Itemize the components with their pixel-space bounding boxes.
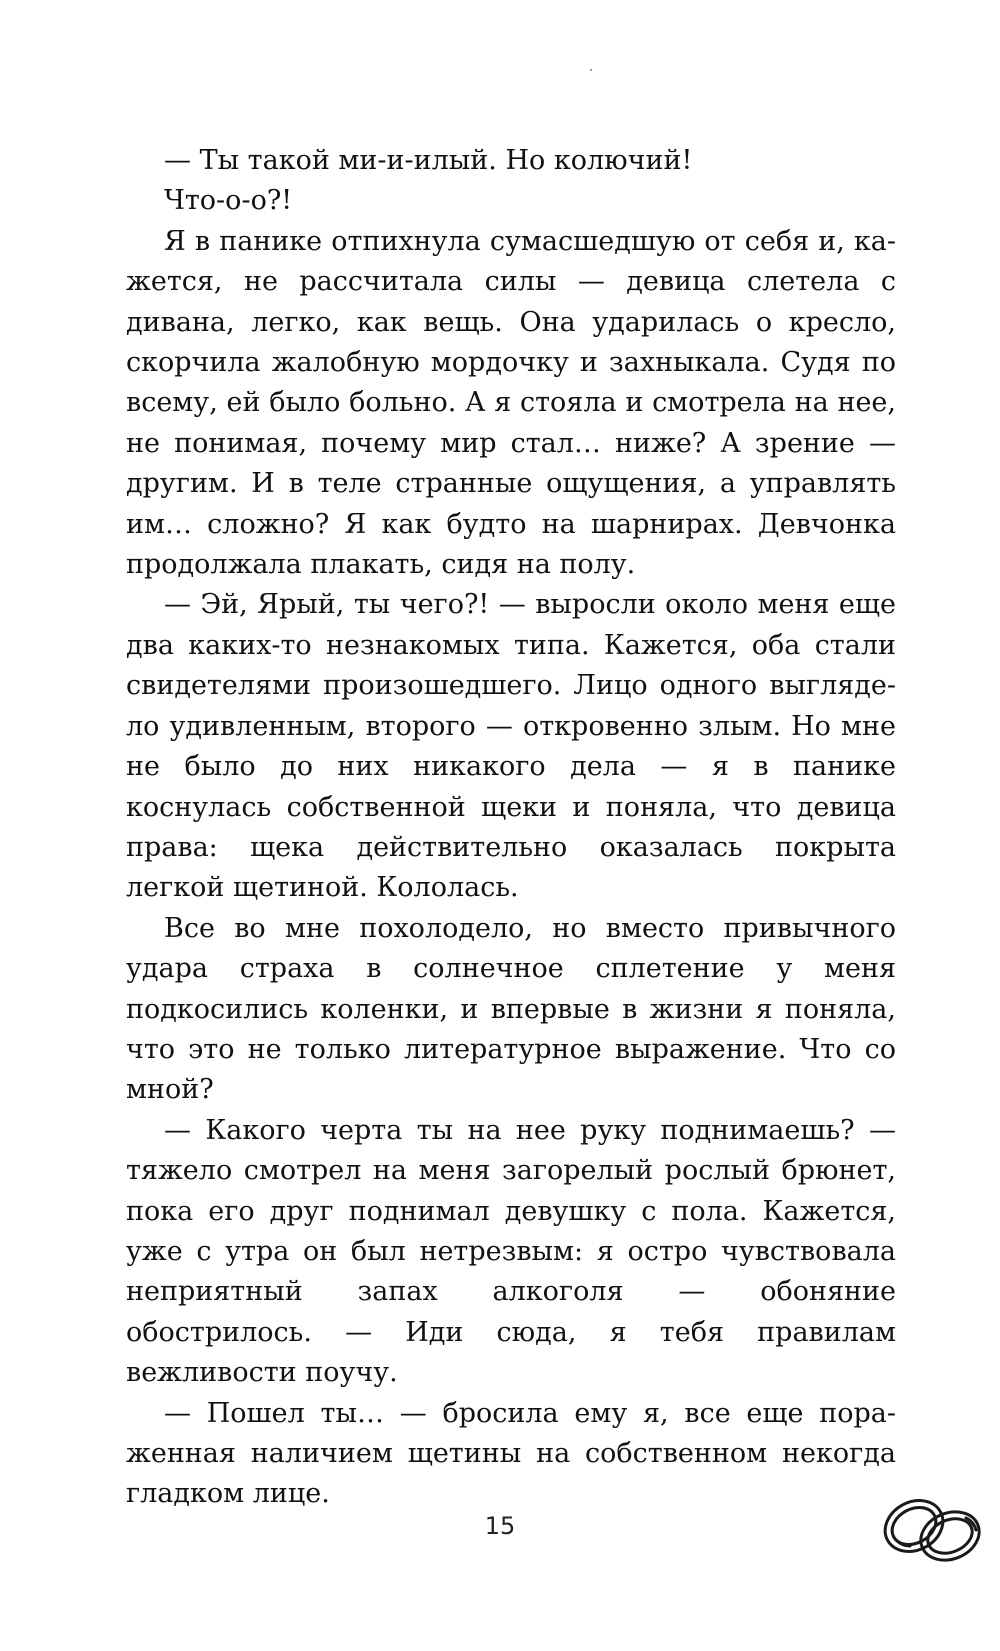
- print-speck: [590, 69, 592, 71]
- paragraph-6: — Какого черта ты на нее руку поднимаешь? — тяжело смотрел на меня загорелый рослый брюнет, пока его друг поднимал девушку с пола. Кажется, уже с утра он был нетрезвым: я остро чувствовала неприятный запах алкоголя — обоняние обострилось. — Иди сюда, я тебя правилам вежливости поучу.: [126, 1114, 896, 1389]
- paragraph-5: Все во мне похолодело, но вместо привычного удара страха в солнечное сплетение у меня подкосились коленки, и впервые в жизни я поняла, что это не только литературное выражение. Что со мной?: [126, 912, 896, 1106]
- wedding-rings-icon: [876, 1488, 992, 1572]
- paragraph-7: — Пошел ты… — бросила ему я, все еще пораженная наличием щетины на собственном некогда гладком лице.: [126, 1397, 896, 1510]
- paragraph-2: Что-о-о?!: [164, 185, 293, 217]
- paragraph-1: — Ты такой ми-и-илый. Но колючий!: [164, 145, 693, 176]
- paragraph-3: Я в панике отпихнула сумасшедшую от себя и, кажется, не рассчитала силы — девица слетела с дивана, легко, как вещь. Она ударилась о кресло, скорчила жалобную мордочку и захныкала. Судя по всему, ей было больно. А я стояла и смотрела на нее, не понимая, почему мир стал… ниже? А зрение — другим. И в теле странные ощущения, а управлять им… сложно? Я как будто на шарнирах. Девчонка продолжала плакать, сидя на полу.: [126, 225, 896, 581]
- page-body: [126, 141, 896, 1515]
- paragraph-4: — Эй, Ярый, ты чего?! — выросли около меня еще два каких-то незнакомых типа. Кажется, оба стали свидетелями произошедшего. Лицо одного выглядело удивленным, второго — откровенно злым. Но мне не было до них никакого дела — я в панике коснулась собственной щеки и поняла, что девица права: щека действительно оказалась покрыта легкой щетиной. Кололась.: [126, 589, 896, 904]
- page-number: 15: [484, 1512, 516, 1540]
